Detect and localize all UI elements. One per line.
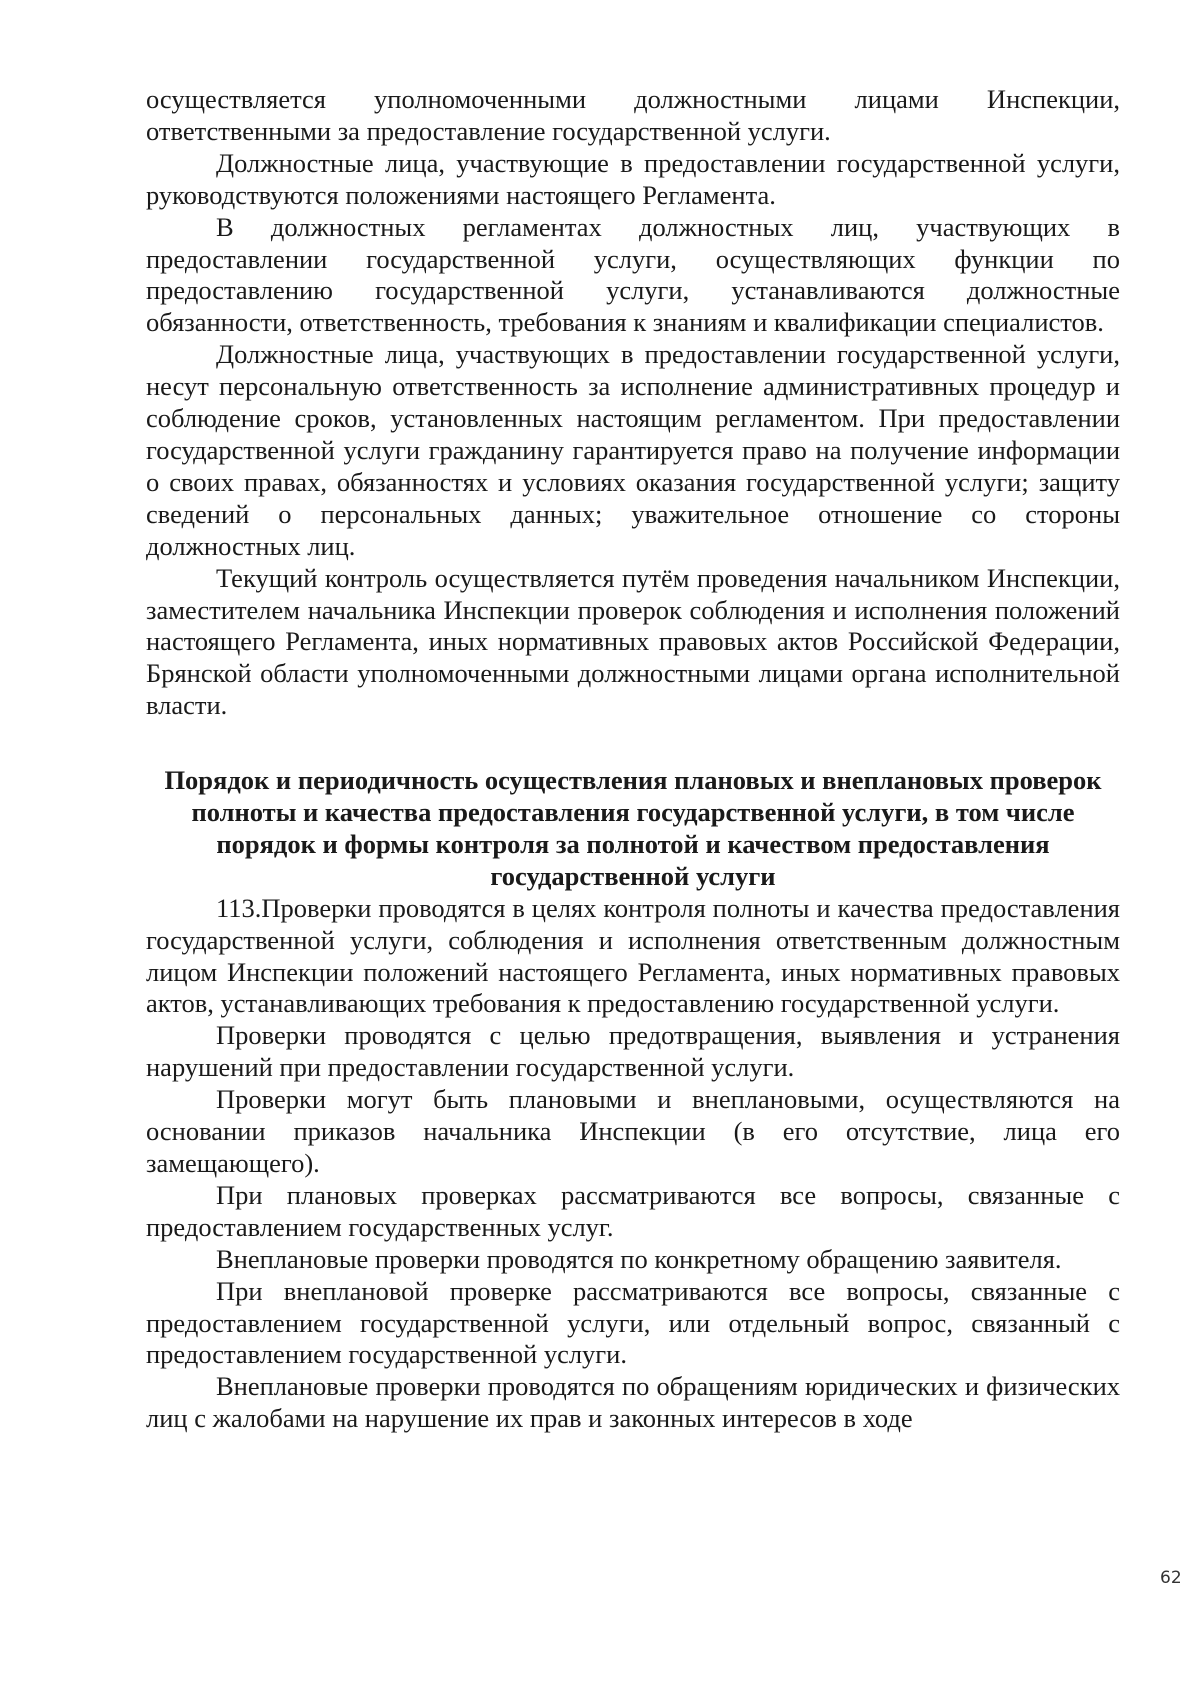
paragraph-planned-unplanned: Проверки могут быть плановыми и внеплановыми, осуществляются на основании приказов начальника Инспекции (в его отсутствие, лица его замещающего). xyxy=(146,1084,1120,1178)
paragraph-officials-guided: Должностные лица, участвующие в предоставлении государственной услуги, руководствуются положениями настоящего Регламента. xyxy=(146,147,1120,210)
paragraph-113-inspections: 113.Проверки проводятся в целях контроля полноты и качества предоставления государственной услуги, соблюдения и исполнения ответственным должностным лицом Инспекции положений настоящего Регламента, иных нормативных правовых актов, устанавливающих требования к предоставлению государственной услуги. xyxy=(146,892,1120,1019)
document-body xyxy=(146,84,1120,1435)
paragraph-inspection-purpose: Проверки проводятся с целью предотвращения, выявления и устранения нарушений при предоставлении государственной услуги. xyxy=(146,1020,1120,1083)
paragraph-continuation: осуществляется уполномоченными должностными лицами Инспекции, ответственными за предоставление государственной услуги. xyxy=(146,84,1120,146)
paragraph-personal-responsibility: Должностные лица, участвующих в предоставлении государственной услуги, несут персональную ответственность за исполнение административных процедур и соблюдение сроков, установленных настоящим регламентом. При предоставлении государственной услуги гражданину гарантируется право на получение информации о своих правах, обязанностях и условиях оказания государственной услуги; защиту сведений о персональных данных; уважительное отношение со стороны должностных лиц. xyxy=(146,339,1120,561)
paragraph-job-regulations: В должностных регламентах должностных лиц, участвующих в предоставлении государственной услуги, осуществляющих функции по предоставлению государственной услуги, устанавливаются должностные обязанности, ответственность, требования к знаниям и квалификации специалистов. xyxy=(146,211,1120,338)
paragraph-unplanned-complaints: Внеплановые проверки проводятся по обращениям юридических и физических лиц с жалобами на нарушение их прав и законных интересов в ходе xyxy=(146,1371,1120,1434)
paragraph-unplanned-by-request: Внеплановые проверки проводятся по конкретному обращению заявителя. xyxy=(216,1243,1062,1274)
paragraph-current-control: Текущий контроль осуществляется путём проведения начальником Инспекции, заместителем начальника Инспекции проверок соблюдения и исполнения положений настоящего Регламента, иных нормативных правовых актов Российской Федерации, Брянской области уполномоченными должностными лицами органа исполнительной власти. xyxy=(146,562,1120,721)
page-number: 62 xyxy=(1160,1568,1182,1588)
paragraph-unplanned-scope: При внеплановой проверке рассматриваются все вопросы, связанные с предоставлением государственной услуги, или отдельный вопрос, связанный с предоставлением государственной услуги. xyxy=(146,1275,1120,1370)
paragraph-planned-inspections: При плановых проверках рассматриваются все вопросы, связанные с предоставлением государственных услуг. xyxy=(146,1179,1120,1242)
section-heading: Порядок и периодичность осуществления плановых и внеплановых проверок полноты и качества предоставления государственной услуги, в том числе порядок и формы контроля за полнотой и качеством предоставления государственной услуги xyxy=(164,765,1102,891)
